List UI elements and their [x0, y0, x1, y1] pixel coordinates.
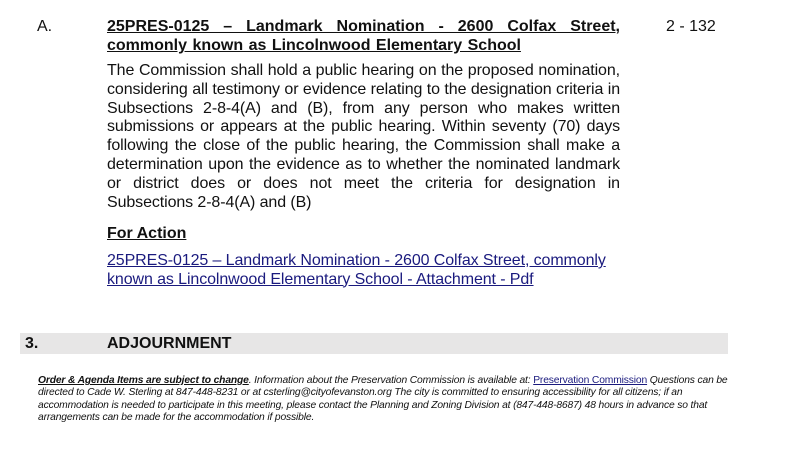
- change-notice: Order & Agenda Items are subject to change: [38, 375, 249, 386]
- agenda-item-letter: A.: [37, 18, 53, 35]
- section-title: ADJOURNMENT: [107, 335, 232, 352]
- footer-note: [38, 375, 738, 424]
- agenda-item-title: 25PRES-0125 – Landmark Nomination - 2600 Colfax Street, commonly known as Lincolnwood Elementary School: [107, 18, 620, 54]
- attachment-link[interactable]: 25PRES-0125 – Landmark Nomination - 2600 Colfax Street, commonly known as Lincolnwood Elementary School - Attachment - Pdf: [107, 252, 606, 288]
- contact-text: Questions can be directed to Cade W. Sterling at 847-448-8231 or at csterling@cityofevanston.org The city is committed to ensuring accessibility for all citizens; if an accommodation is needed to participate in this meeting, please contact the Planning and Zoning Division at (847-448-8687) 48 hours in advance so that arrangements can be made for the accommodation if possible.: [38, 375, 728, 423]
- agenda-item-description: The Commission shall hold a public hearing on the proposed nomination, considering all testimony or evidence relating to the designation criteria in Subsections 2-8-4(A) and (B), from any person who makes written submissions or appears at the public hearing. Within seventy (70) days following the close of the public hearing, the Commission shall make a determination upon the evidence as to whether the nominated landmark or district does or does not meet the criteria for designation in Subsections 2-8-4(A) and (B): [107, 62, 620, 211]
- section-number: 3.: [25, 335, 39, 352]
- page-reference: 2 - 132: [666, 18, 716, 35]
- preservation-commission-link[interactable]: Preservation Commission: [533, 375, 648, 386]
- for-action-label: For Action: [107, 225, 187, 242]
- info-text: . Information about the Preservation Commission is available at:: [248, 375, 534, 386]
